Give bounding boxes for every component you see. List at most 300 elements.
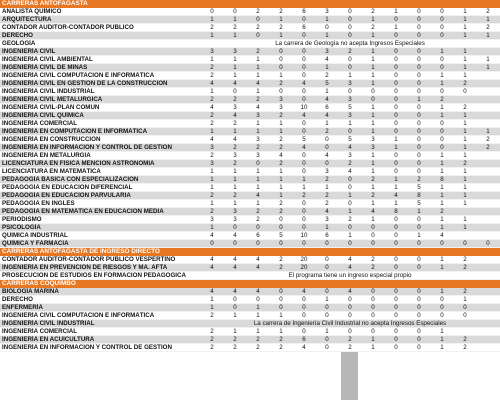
value-cell: 4 <box>210 80 214 87</box>
value-cell: 1 <box>210 184 214 191</box>
value-cell: 0 <box>325 264 329 271</box>
value-cell: 1 <box>371 152 375 159</box>
value-cell: 1 <box>256 120 260 127</box>
value-cell: 3 <box>371 136 375 143</box>
value-cell: 1 <box>348 232 352 239</box>
value-cell: 1 <box>256 176 260 183</box>
value-cell: 0 <box>371 96 375 103</box>
value-cell: 0 <box>279 64 283 71</box>
value-cell: 2 <box>440 96 444 103</box>
value-cell: 0 <box>325 240 329 247</box>
value-cell: 2 <box>256 344 260 351</box>
value-cell: 0 <box>256 32 260 39</box>
value-cell: 3 <box>348 80 352 87</box>
value-cell: 0 <box>417 144 421 151</box>
value-cell: 1 <box>279 328 283 335</box>
value-cell: 3 <box>325 168 329 175</box>
value-cell: 0 <box>440 144 444 151</box>
program-name: ARQUITECTURA <box>2 16 52 23</box>
value-cell <box>480 88 496 96</box>
value-cell: 1 <box>463 24 467 31</box>
value-cell: 1 <box>463 152 467 159</box>
value-cell: 4 <box>233 112 237 119</box>
value-cell: 4 <box>371 208 375 215</box>
table-row <box>0 8 500 16</box>
program-name: LICENCIATURA EN MATEMÁTICA <box>2 168 101 175</box>
value-cell: 0 <box>302 88 306 95</box>
value-cell: 0 <box>279 88 283 95</box>
value-cell: 2 <box>279 8 283 15</box>
value-cell: 0 <box>325 288 329 295</box>
value-cell: 4 <box>233 256 237 263</box>
value-cell: 0 <box>325 24 329 31</box>
value-cell: 0 <box>256 224 260 231</box>
value-cell: 1 <box>371 344 375 351</box>
value-cell <box>457 328 473 336</box>
value-cell: 0 <box>302 240 306 247</box>
value-cell: 3 <box>233 216 237 223</box>
value-cell: 1 <box>394 144 398 151</box>
value-cell: 0 <box>440 120 444 127</box>
value-cell: 3 <box>348 112 352 119</box>
value-cell: 6 <box>302 336 306 343</box>
value-cell: 1 <box>371 80 375 87</box>
value-cell: 1 <box>325 64 329 71</box>
value-cell: 4 <box>210 232 214 239</box>
value-cell: 1 <box>440 264 444 271</box>
value-cell: 2 <box>486 8 490 15</box>
table-row <box>0 96 500 104</box>
value-cell: 0 <box>417 216 421 223</box>
value-cell: 3 <box>233 104 237 111</box>
value-cell: 1 <box>279 168 283 175</box>
value-cell: 6 <box>325 232 329 239</box>
value-cell: 1 <box>233 328 237 335</box>
value-cell <box>480 48 496 56</box>
value-cell: 1 <box>348 72 352 79</box>
program-name: PROSECUCIÓN DE ESTUDIOS EN FORMACIÓN PEDAGÓGICA <box>2 272 186 279</box>
value-cell: 3 <box>325 8 329 15</box>
value-cell: 0 <box>325 344 329 351</box>
value-cell <box>480 96 496 104</box>
value-cell: 1 <box>371 160 375 167</box>
value-cell: 1 <box>279 312 283 319</box>
value-cell: 1 <box>463 128 467 135</box>
value-cell: 1 <box>325 184 329 191</box>
value-cell: 0 <box>417 24 421 31</box>
program-name: QUÍMICA Y FARMACIA <box>2 240 69 247</box>
value-cell: 1 <box>463 184 467 191</box>
value-cell: 0 <box>233 240 237 247</box>
value-cell: 4 <box>233 232 237 239</box>
value-cell <box>480 312 496 320</box>
value-cell: 0 <box>348 16 352 23</box>
value-cell: 1 <box>463 48 467 55</box>
value-cell: 0 <box>302 72 306 79</box>
value-cell: 0 <box>417 128 421 135</box>
value-cell: 1 <box>371 336 375 343</box>
value-cell: 1 <box>463 72 467 79</box>
value-cell <box>480 152 496 160</box>
value-cell: 0 <box>417 56 421 63</box>
value-cell: 1 <box>279 184 283 191</box>
value-cell: 0 <box>394 296 398 303</box>
value-cell: 1 <box>463 32 467 39</box>
value-cell: 0 <box>279 216 283 223</box>
value-cell: 2 <box>325 72 329 79</box>
value-cell: 2 <box>256 96 260 103</box>
value-cell: 1 <box>371 72 375 79</box>
value-cell: 0 <box>394 56 398 63</box>
value-cell: 4 <box>348 256 352 263</box>
value-cell: 5 <box>325 80 329 87</box>
value-cell: 1 <box>394 176 398 183</box>
value-cell: 2 <box>256 48 260 55</box>
value-cell: 0 <box>440 16 444 23</box>
value-cell: 0 <box>371 288 375 295</box>
value-cell: 2 <box>210 96 214 103</box>
value-cell: 0 <box>371 328 375 335</box>
table-row <box>0 272 500 280</box>
value-cell: 1 <box>325 328 329 335</box>
value-cell: 0 <box>348 128 352 135</box>
value-cell <box>480 72 496 80</box>
value-cell: 0 <box>348 24 352 31</box>
value-cell: 0 <box>325 256 329 263</box>
value-cell: 0 <box>210 240 214 247</box>
program-name: ENFERMERÍA <box>2 304 43 311</box>
value-cell: 0 <box>417 120 421 127</box>
value-cell: 0 <box>463 312 467 319</box>
value-cell: 6 <box>302 24 306 31</box>
table-row <box>0 312 500 320</box>
value-cell: 1 <box>463 176 467 183</box>
program-name: GEOLOGÍA <box>2 40 36 47</box>
table-row <box>0 24 500 32</box>
table-row <box>0 208 500 216</box>
value-cell: 4 <box>348 168 352 175</box>
value-cell: 0 <box>394 112 398 119</box>
value-cell <box>480 264 496 272</box>
table-row <box>0 48 500 56</box>
value-cell: 2 <box>463 288 467 295</box>
value-cell: 1 <box>256 168 260 175</box>
value-cell: 4 <box>302 144 306 151</box>
value-cell: 0 <box>394 72 398 79</box>
value-cell: 2 <box>348 216 352 223</box>
value-cell: 0 <box>348 296 352 303</box>
value-cell: 4 <box>325 96 329 103</box>
value-cell: 0 <box>394 344 398 351</box>
value-cell: 1 <box>440 112 444 119</box>
value-cell: 4 <box>325 56 329 63</box>
value-cell: 2 <box>233 192 237 199</box>
value-cell: 1 <box>233 184 237 191</box>
program-name: INGENIERÍA CIVIL METALÚRGICA <box>2 96 103 103</box>
value-cell: 0 <box>302 48 306 55</box>
value-cell: 0 <box>440 128 444 135</box>
value-cell <box>480 184 496 192</box>
value-cell: 1 <box>210 200 214 207</box>
value-cell: 2 <box>371 8 375 15</box>
table-row <box>0 296 500 304</box>
value-cell: 3 <box>210 160 214 167</box>
value-cell: 2 <box>256 336 260 343</box>
table-row <box>0 136 500 144</box>
value-cell: 2 <box>463 104 467 111</box>
value-cell: 2 <box>486 136 490 143</box>
row-note: La carrera de Ingeniería Civil Industrial no acepta Ingresos Especiales <box>253 320 447 327</box>
value-cell: 0 <box>440 88 444 95</box>
value-cell: 1 <box>348 208 352 215</box>
value-cell: 2 <box>279 160 283 167</box>
program-name: INGENIERÍA CIVIL INDUSTRIAL <box>2 88 95 95</box>
value-cell: 3 <box>233 152 237 159</box>
value-cell: 0 <box>302 296 306 303</box>
value-cell: 1 <box>210 296 214 303</box>
value-cell: 2 <box>256 144 260 151</box>
value-cell: 1 <box>279 32 283 39</box>
value-cell: 1 <box>256 128 260 135</box>
value-cell: 0 <box>394 288 398 295</box>
row-note: El programa tiene un ingreso especial propio <box>288 272 412 279</box>
value-cell: 0 <box>394 48 398 55</box>
value-cell: 2 <box>210 72 214 79</box>
value-cell: 1 <box>371 104 375 111</box>
value-cell: 4 <box>440 232 444 239</box>
table-row <box>0 256 500 264</box>
value-cell: 2 <box>371 192 375 199</box>
value-cell: 2 <box>371 24 375 31</box>
value-cell: 3 <box>279 96 283 103</box>
table-row <box>0 144 500 152</box>
value-cell: 1 <box>440 216 444 223</box>
value-cell <box>480 120 496 128</box>
value-cell: 0 <box>463 304 467 311</box>
value-cell: 1 <box>440 336 444 343</box>
value-cell: 1 <box>256 312 260 319</box>
table-row <box>0 168 500 176</box>
value-cell: 0 <box>302 200 306 207</box>
table-row <box>0 288 500 296</box>
value-cell: 1 <box>210 32 214 39</box>
value-cell: 0 <box>394 80 398 87</box>
value-cell: 0 <box>394 328 398 335</box>
value-cell: 0 <box>463 240 467 247</box>
value-cell: 2 <box>210 312 214 319</box>
table-row <box>0 176 500 184</box>
value-cell: 2 <box>210 328 214 335</box>
table-row <box>0 192 500 200</box>
value-cell <box>457 232 473 240</box>
value-cell: 5 <box>279 232 283 239</box>
table-row <box>0 120 500 128</box>
value-cell <box>480 176 496 184</box>
value-cell: 1 <box>210 168 214 175</box>
value-cell: 1 <box>210 56 214 63</box>
value-cell: 2 <box>210 208 214 215</box>
value-cell: 0 <box>394 88 398 95</box>
value-cell: 2 <box>256 208 260 215</box>
value-cell: 1 <box>417 232 421 239</box>
value-cell: 8 <box>440 176 444 183</box>
value-cell <box>480 232 496 240</box>
value-cell: 1 <box>417 208 421 215</box>
program-name: BIOLOGÍA MARINA <box>2 288 59 295</box>
value-cell: 1 <box>440 80 444 87</box>
value-cell: 0 <box>440 304 444 311</box>
value-cell: 0 <box>417 288 421 295</box>
value-cell: 1 <box>394 184 398 191</box>
value-cell: 1 <box>233 32 237 39</box>
value-cell: 2 <box>440 208 444 215</box>
value-cell: 0 <box>440 312 444 319</box>
value-cell: 2 <box>256 216 260 223</box>
value-cell: 2 <box>233 160 237 167</box>
table-row <box>0 232 500 240</box>
value-cell <box>480 336 496 344</box>
value-cell: 20 <box>300 256 308 263</box>
value-cell: 1 <box>440 288 444 295</box>
value-cell: 1 <box>233 128 237 135</box>
value-cell: 0 <box>348 184 352 191</box>
value-cell: 2 <box>325 128 329 135</box>
value-cell: 1 <box>394 8 398 15</box>
value-cell: 0 <box>325 144 329 151</box>
value-cell: 0 <box>348 88 352 95</box>
program-name: INGENIERÍA EN INFORMACIÓN Y CONTROL DE GESTIÓN <box>2 344 172 351</box>
value-cell: 0 <box>256 16 260 23</box>
value-cell: 0 <box>279 48 283 55</box>
program-name: INGENIERÍA CIVIL EN GESTIÓN DE LA CONSTRUCCION <box>2 80 168 87</box>
value-cell <box>480 104 496 112</box>
value-cell: 1 <box>210 176 214 183</box>
table-row <box>0 328 500 336</box>
value-cell: 0 <box>279 288 283 295</box>
value-cell <box>480 344 496 352</box>
program-name: DERECHO <box>2 32 33 39</box>
value-cell: 4 <box>256 288 260 295</box>
value-cell: 1 <box>440 48 444 55</box>
table-row <box>0 56 500 64</box>
value-cell: 2 <box>233 336 237 343</box>
value-cell: 2 <box>256 8 260 15</box>
row-note: La carrera de Geología no acepta Ingresos Especiales <box>275 40 425 47</box>
value-cell: 0 <box>371 232 375 239</box>
value-cell: 0 <box>256 240 260 247</box>
value-cell: 1 <box>302 176 306 183</box>
value-cell: 2 <box>463 256 467 263</box>
value-cell: 2 <box>233 144 237 151</box>
value-cell: 2 <box>417 176 421 183</box>
program-name: PERIODISMO <box>2 216 42 223</box>
value-cell: 0 <box>233 224 237 231</box>
value-cell: 1 <box>440 344 444 351</box>
value-cell: 0 <box>440 136 444 143</box>
value-cell: 4 <box>279 152 283 159</box>
table-row <box>0 112 500 120</box>
value-cell: 2 <box>279 208 283 215</box>
value-cell: 10 <box>300 232 308 239</box>
section-header: CARRERAS ANTOFAGASTA <box>0 0 500 8</box>
program-name: QUIMICA INDUSTRIAL <box>2 232 68 239</box>
value-cell: 0 <box>394 264 398 271</box>
value-cell: 0 <box>417 112 421 119</box>
value-cell: 2 <box>348 336 352 343</box>
value-cell: 3 <box>279 104 283 111</box>
program-name: INGENIERÍA EN COMPUTACIÓN E INFORMÁTICA <box>2 128 148 135</box>
program-name: INGENIERÍA EN CONSTRUCCIÓN <box>2 136 101 143</box>
value-cell: 0 <box>394 64 398 71</box>
value-cell: 3 <box>233 208 237 215</box>
value-cell: 0 <box>417 32 421 39</box>
table-row <box>0 40 500 48</box>
value-cell: 4 <box>302 344 306 351</box>
value-cell: 0 <box>302 168 306 175</box>
value-cell: 1 <box>325 296 329 303</box>
value-cell: 4 <box>210 104 214 111</box>
value-cell: 2 <box>463 160 467 167</box>
value-cell: 0 <box>417 8 421 15</box>
value-cell: 0 <box>210 8 214 15</box>
value-cell: 0 <box>394 240 398 247</box>
value-cell: 3 <box>256 152 260 159</box>
value-cell: 0 <box>325 136 329 143</box>
value-cell: 0 <box>371 312 375 319</box>
value-cell <box>480 192 496 200</box>
value-cell: 0 <box>417 64 421 71</box>
program-name: PEDAGOGÍA EN INGLÉS <box>2 200 75 207</box>
value-cell <box>480 296 496 304</box>
value-cell: 4 <box>302 288 306 295</box>
value-cell: 1 <box>233 72 237 79</box>
value-cell: 0 <box>233 304 237 311</box>
value-cell: 1 <box>233 176 237 183</box>
value-cell: 2 <box>463 264 467 271</box>
value-cell: 0 <box>394 216 398 223</box>
value-cell: 0 <box>348 64 352 71</box>
value-cell: 2 <box>486 24 490 31</box>
value-cell: 3 <box>210 48 214 55</box>
value-cell: 0 <box>394 232 398 239</box>
value-cell: 2 <box>210 112 214 119</box>
value-cell: 0 <box>440 64 444 71</box>
value-cell: 1 <box>371 184 375 191</box>
value-cell: 20 <box>300 264 308 271</box>
value-cell: 0 <box>348 312 352 319</box>
value-cell: 1 <box>279 192 283 199</box>
value-cell: 1 <box>279 120 283 127</box>
program-name: INGENIERÍA COMERCIAL <box>2 328 78 335</box>
value-cell <box>480 80 496 88</box>
value-cell: 1 <box>325 16 329 23</box>
table-row <box>0 320 500 328</box>
table-row <box>0 304 500 312</box>
program-name: INGENIERÍA COMERCIAL <box>2 120 78 127</box>
program-name: PEDAGOGÍA BÁSICA CON ESPECIALIZACIÓN <box>2 176 139 183</box>
value-cell: 1 <box>486 32 490 39</box>
program-name: INGENIERÍA CIVIL-PLAN COMUN <box>2 104 100 111</box>
value-cell: 0 <box>394 16 398 23</box>
value-cell: 0 <box>302 328 306 335</box>
value-cell: 0 <box>417 336 421 343</box>
value-cell: 4 <box>302 112 306 119</box>
value-cell: 1 <box>463 64 467 71</box>
value-cell: 4 <box>256 104 260 111</box>
value-cell: 0 <box>302 56 306 63</box>
program-name: LICENCIATURA EN FÍSICA MENCIÓN ASTRONOMIA <box>2 160 155 167</box>
value-cell: 3 <box>256 136 260 143</box>
